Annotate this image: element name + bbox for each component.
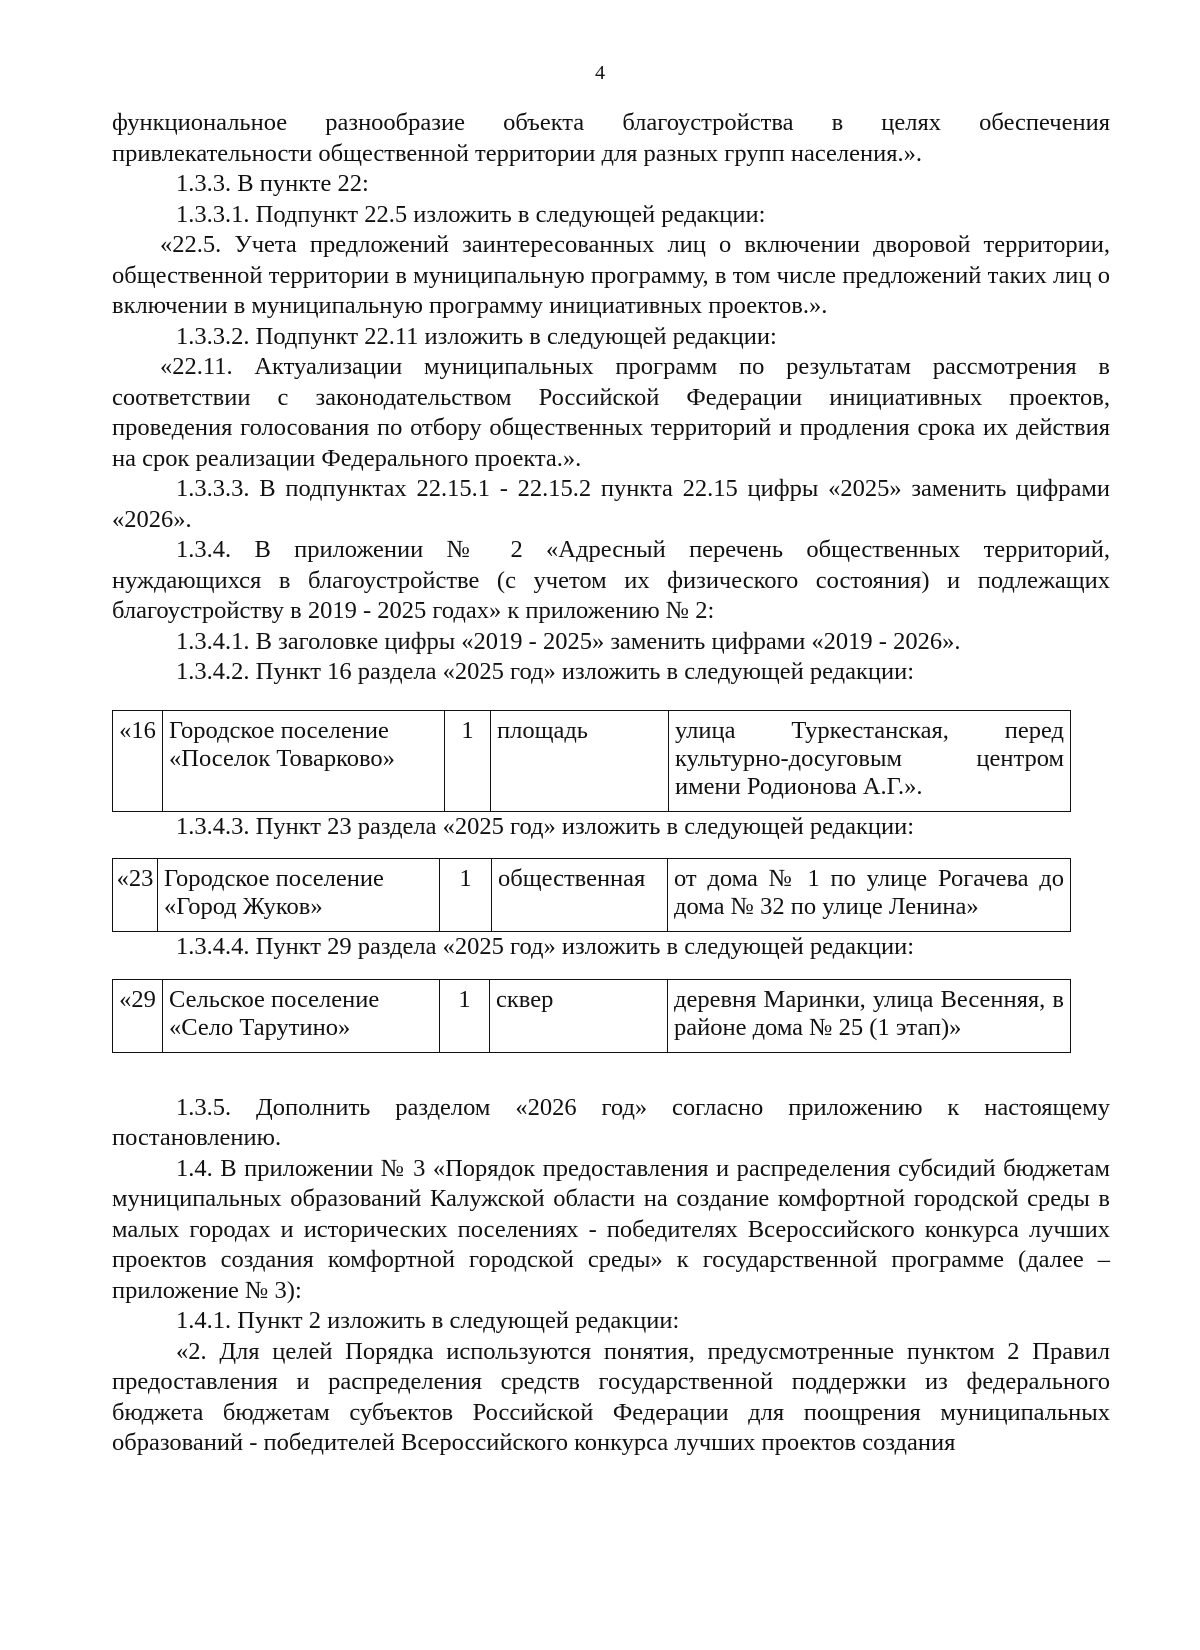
paragraph: 1.3.4.1. В заголовке цифры «2019 - 2025» заменить цифрами «2019 - 2026». [176,627,961,655]
table-row [113,710,1071,811]
cell-address: деревня Маринки, улица Весенняя, в районе дома № 25 (1 этап)» [668,979,1071,1052]
cell-quantity: 1 [440,859,492,932]
cell-quantity: 1 [445,710,491,811]
paragraph: 1.4. В приложении № 3 «Порядок предоставления и распределения субсидий бюджетам муниципальных образований Калужской области на создание комфортной городской среды в малых городах и исторических поселениях - победителях Всероссийского конкурса лучших проектов создания комфортной городской среды» к государственной программе (далее – приложение № 3): [112,1154,1110,1304]
cell-settlement: Городское поселение «Поселок Товарково» [163,710,445,811]
table-row [113,859,1071,932]
cell-item-number: «16 [113,710,163,811]
paragraph: 1.3.5. Дополнить разделом «2026 год» согласно приложению к настоящему постановлению. [112,1093,1110,1151]
territory-table-item-23 [112,858,1071,932]
cell-item-number: «29 [113,979,163,1052]
cell-address: от дома № 1 по улице Рогачева до дома № 32 по улице Ленина» [668,859,1071,932]
paragraph: 1.3.4.3. Пункт 23 раздела «2025 год» изложить в следующей редакции: [176,812,915,840]
paragraph: 1.3.3.1. Подпункт 22.5 изложить в следующей редакции: [176,200,766,228]
paragraph: «22.11. Актуализации муниципальных программ по результатам рассмотрения в соответствии с законодательством Российской Федерации инициативных проектов, проведения голосования по отбору общественных территорий и продления срока их действия на срок реализации Федерального проекта.». [112,353,1110,472]
cell-address: улица Туркестанская, перед культурно-досуговым центром имени Родионова А.Г.». [669,710,1071,811]
paragraph: 1.3.3.3. В подпунктах 22.15.1 - 22.15.2 пункта 22.15 цифры «2025» заменить цифрами «2026». [112,475,1110,533]
paragraph: 1.3.3. В пункте 22: [176,170,369,197]
page-number: 4 [595,62,605,84]
paragraph: «2. Для целей Порядка используются понятия, предусмотренные пунктом 2 Правил предоставления и распределения средств государственной поддержки из федерального бюджета бюджетам субъектов Российской Федерации для поощрения муниципальных образований - победителей Всероссийского конкурса лучших проектов создания [112,1337,1110,1456]
cell-item-number: «23 [113,859,158,932]
cell-territory-type: общественная [492,859,668,932]
territory-table-item-16 [112,710,1071,812]
paragraph: «22.5. Учета предложений заинтересованных лиц о включении дворовой территории, общественной территории в муниципальную программу, в том числе предложений таких лиц о включении в муниципальную программу инициативных проектов.». [112,231,1110,319]
paragraph: 1.3.4. В приложении № 2 «Адресный перечень общественных территорий, нуждающихся в благоустройстве (с учетом их физического состояния) и подлежащих благоустройству в 2019 - 2025 годах» к приложению № 2: [112,536,1110,624]
paragraph: 1.4.1. Пункт 2 изложить в следующей редакции: [176,1307,680,1334]
document-body [112,108,1110,1459]
cell-territory-type: площадь [491,710,669,811]
cell-settlement: Сельское поселение «Село Тарутино» [163,979,440,1052]
paragraph: 1.3.4.2. Пункт 16 раздела «2025 год» изложить в следующей редакции: [176,658,915,685]
cell-territory-type: сквер [490,979,668,1052]
cell-settlement: Городское поселение «Город Жуков» [158,859,440,932]
paragraph: 1.3.4.4. Пункт 29 раздела «2025 год» изложить в следующей редакции: [176,933,915,960]
paragraph: функциональное разнообразие объекта благоустройства в целях обеспечения привлекательности общественной территории для разных групп населения.». [112,109,1110,167]
cell-quantity: 1 [440,979,490,1052]
paragraph: 1.3.3.2. Подпункт 22.11 изложить в следующей редакции: [176,322,777,350]
territory-table-item-29 [112,979,1071,1053]
table-row [113,979,1071,1052]
